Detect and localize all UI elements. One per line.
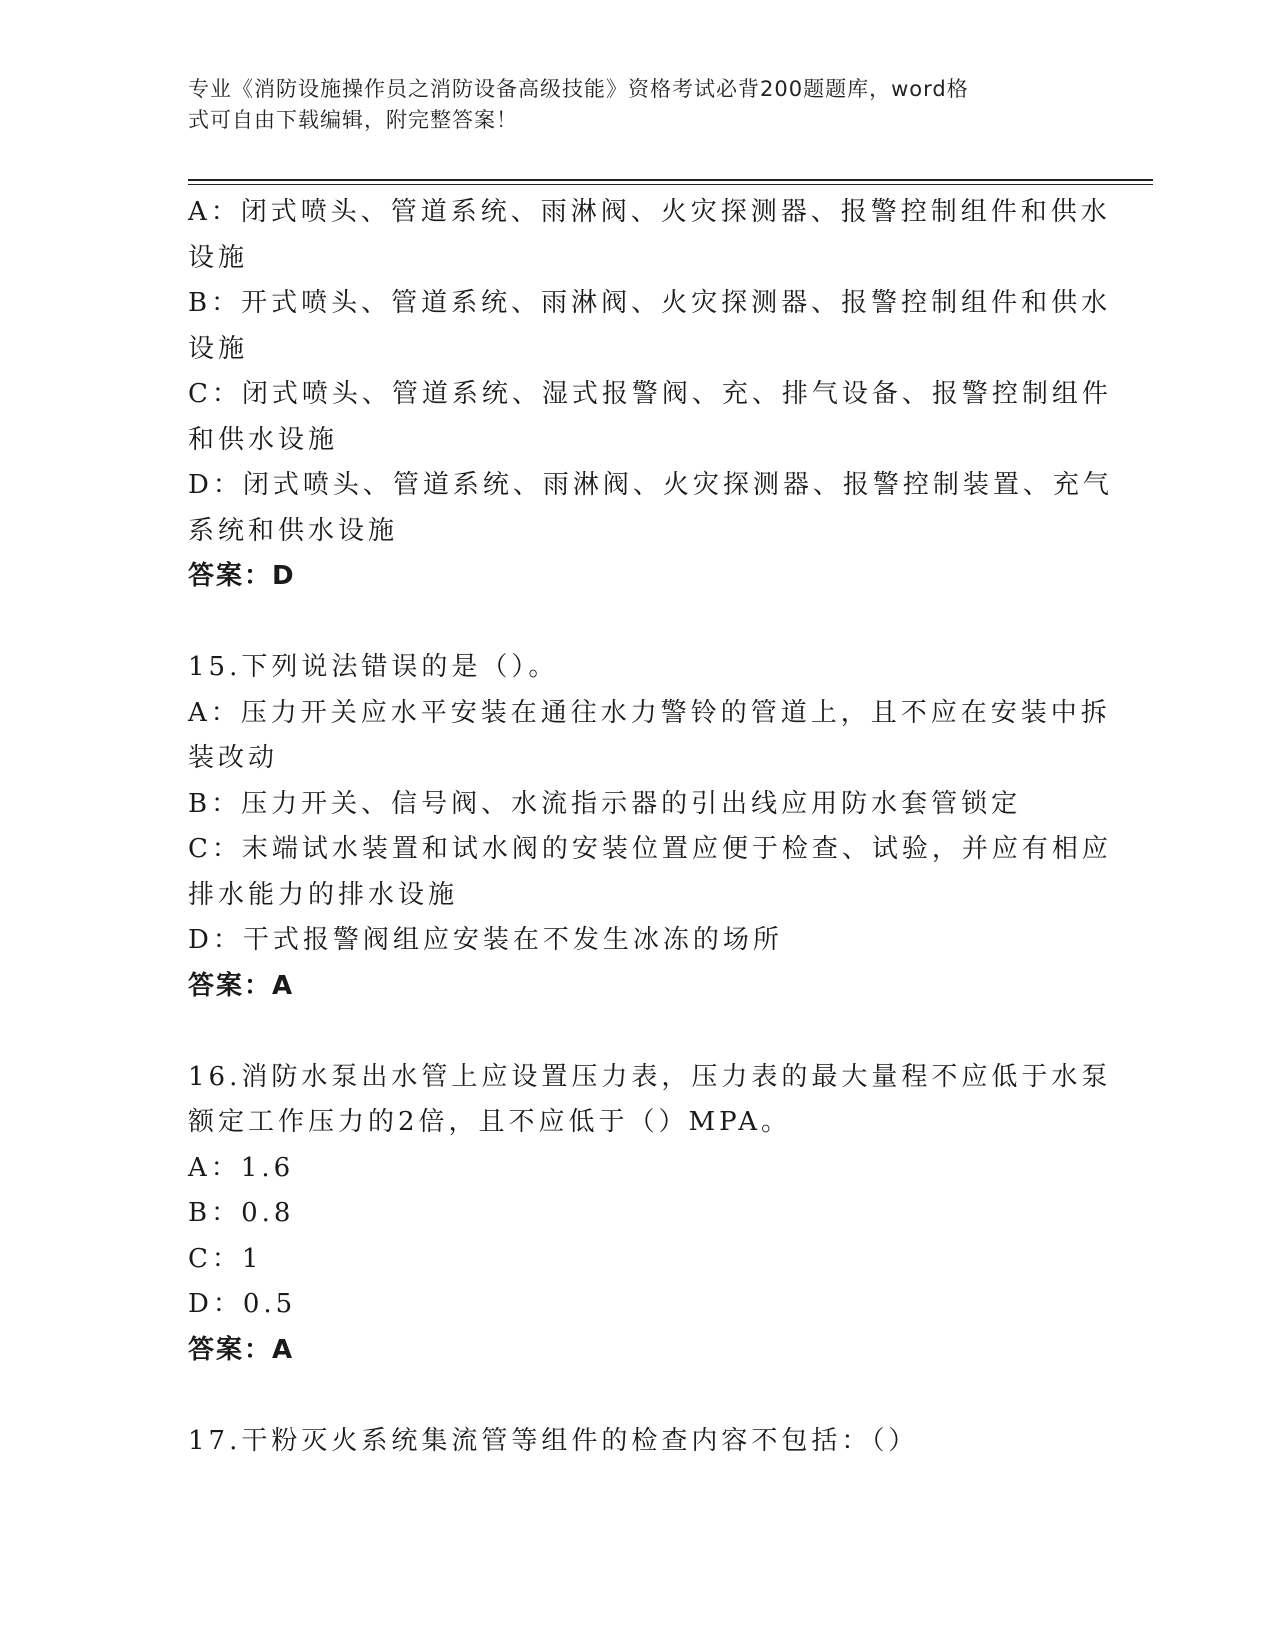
q14-option-a-line2: 设施 — [188, 242, 249, 273]
header-divider-thick — [188, 179, 1153, 181]
q14-option-d-line1: D：闭式喷头、管道系统、雨淋阀、火灾探测器、报警控制装置、充气 — [188, 470, 1113, 500]
q15-answer: 答案：A — [188, 970, 295, 1001]
q15-option-c-line2: 排水能力的排水设施 — [188, 879, 459, 910]
q16-answer: 答案：A — [188, 1334, 295, 1365]
q16-option-d: D：0.5 — [188, 1289, 297, 1319]
question-14-block — [188, 190, 1113, 600]
spacer — [188, 1373, 1078, 1419]
header-line-1: 专业《消防设施操作员之消防设备高级技能》资格考试必背200题题库，word格 — [188, 77, 969, 101]
q15-option-d: D：干式报警阀组应安装在不发生冰冻的场所 — [188, 925, 783, 955]
q15-question: 15.下列说法错误的是（）。 — [188, 652, 559, 682]
q16-option-b: B：0.8 — [188, 1198, 295, 1228]
q15-option-a-line1: A：压力开关应水平安装在通往水力警铃的管道上，且不应在安装中拆 — [188, 697, 1111, 728]
document-header — [188, 74, 1068, 136]
header-line-2: 式可自由下载编辑，附完整答案！ — [188, 108, 518, 132]
spacer — [188, 1009, 1078, 1055]
question-content — [188, 190, 1113, 1464]
q14-option-a-line1: A：闭式喷头、管道系统、雨淋阀、火灾探测器、报警控制组件和供水 — [188, 197, 1111, 227]
q14-option-c-line1: C：闭式喷头、管道系统、湿式报警阀、充、排气设备、报警控制组件 — [188, 379, 1112, 409]
q14-answer: 答案：D — [188, 561, 296, 591]
question-16-block — [188, 1055, 1112, 1374]
q14-option-c-line2: 和供水设施 — [188, 424, 339, 455]
q14-option-d-line2: 系统和供水设施 — [188, 515, 399, 546]
q17-question: 17.干粉灭火系统集流管等组件的检查内容不包括：（） — [188, 1425, 919, 1456]
question-15-block — [188, 645, 1112, 1009]
question-17-block — [188, 1419, 1078, 1465]
q16-option-a: A：1.6 — [188, 1152, 295, 1183]
q16-question-line1: 16.消防水泵出水管上应设置压力表，压力表的最大量程不应低于水泵 — [188, 1061, 1112, 1092]
spacer — [188, 600, 1078, 646]
header-divider-thin — [188, 184, 1153, 185]
q15-option-a-line2: 装改动 — [188, 743, 279, 773]
q14-option-b-line2: 设施 — [188, 333, 249, 364]
q16-question-line2: 额定工作压力的2倍，且不应低于（）MPA。 — [188, 1107, 792, 1137]
q14-option-b-line1: B：开式喷头、管道系统、雨淋阀、火灾探测器、报警控制组件和供水 — [188, 288, 1112, 318]
q15-option-b: B：压力开关、信号阀、水流指示器的引出线应用防水套管锁定 — [188, 788, 1022, 819]
q15-option-c-line1: C：末端试水装置和试水阀的安装位置应便于检查、试验，并应有相应 — [188, 834, 1112, 864]
q16-option-c: C：1 — [188, 1243, 263, 1274]
